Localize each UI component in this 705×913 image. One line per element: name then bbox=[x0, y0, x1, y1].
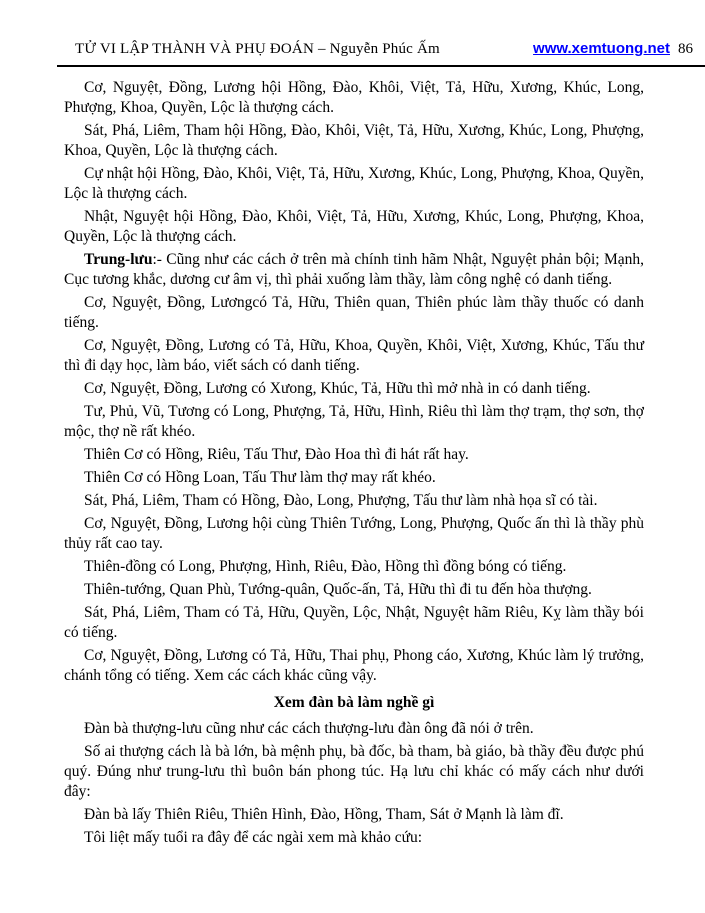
paragraph: Trung-lưu:- Cũng như các cách ở trên mà chính tinh hãm Nhật, Nguyệt phản bội; Mạnh, Cục tương khắc, dương cư âm vị, thì phải xuống làm thầy, làm công nghệ có danh tiếng. bbox=[64, 251, 644, 288]
paragraph: Cơ, Nguyệt, Đồng, Lương hội cùng Thiên Tướng, Long, Phượng, Quốc ấn thì là thầy phù thủy rất cao tay. bbox=[64, 515, 644, 552]
paragraph: Sát, Phá, Liêm, Tham có Hồng, Đào, Long, Phượng, Tấu thư làm nhà họa sĩ có tài. bbox=[84, 492, 598, 509]
paragraph: Cơ, Nguyệt, Đồng, Lương hội Hồng, Đào, Khôi, Việt, Tả, Hữu, Xương, Khúc, Long, Phượng, Khoa, Quyền, Lộc là thượng cách. bbox=[64, 79, 644, 116]
paragraph: Đàn bà thượng-lưu cũng như các cách thượng-lưu đàn ông đã nói ở trên. bbox=[84, 720, 534, 737]
paragraph: Thiên-tướng, Quan Phù, Tướng-quân, Quốc-ấn, Tả, Hữu thì đi tu đến hòa thượng. bbox=[84, 581, 592, 598]
page-content bbox=[0, 67, 705, 848]
paragraph: Cơ, Nguyệt, Đồng, Lươngcó Tả, Hữu, Thiên quan, Thiên phúc làm thầy thuốc có danh tiếng. bbox=[64, 294, 644, 331]
paragraph: Sát, Phá, Liêm, Tham hội Hồng, Đào, Khôi, Việt, Tả, Hữu, Xương, Khúc, Long, Phượng, Khoa, Quyền, Lộc là thượng cách. bbox=[64, 122, 644, 159]
page-header bbox=[0, 0, 705, 67]
paragraph: Cơ, Nguyệt, Đồng, Lương có Tả, Hữu, Khoa, Quyền, Khôi, Việt, Xương, Khúc, Tấu thư thì đi dạy học, làm báo, viết sách có danh tiếng. bbox=[64, 337, 644, 374]
paragraph-bold-lead: Trung-lưu bbox=[84, 251, 153, 268]
paragraph: Đàn bà lấy Thiên Riêu, Thiên Hình, Đào, Hồng, Tham, Sát ở Mạnh là làm đĩ. bbox=[84, 806, 564, 823]
paragraph: Thiên-đồng có Long, Phượng, Hình, Riêu, Đào, Hồng thì đồng bóng có tiếng. bbox=[84, 558, 567, 575]
paragraph: Cự nhật hội Hồng, Đào, Khôi, Việt, Tả, Hữu, Xương, Khúc, Long, Phượng, Khoa, Quyền, Lộc là thượng cách. bbox=[64, 165, 644, 202]
page-number: 86 bbox=[678, 41, 693, 57]
paragraph: Cơ, Nguyệt, Đồng, Lương có Xưong, Khúc, Tả, Hữu thì mở nhà in có danh tiếng. bbox=[84, 380, 591, 397]
header-row bbox=[0, 0, 705, 58]
paragraph: Tư, Phủ, Vũ, Tương có Long, Phượng, Tả, Hữu, Hình, Riêu thì làm thợ trạm, thợ sơn, thợ mộc, thợ nề rất khéo. bbox=[64, 403, 644, 440]
paragraph: Tôi liệt mấy tuổi ra đây để các ngài xem mà khảo cứu: bbox=[84, 829, 423, 846]
paragraph: Thiên Cơ có Hồng, Riêu, Tấu Thư, Đào Hoa thì đi hát rất hay. bbox=[84, 446, 469, 463]
header-right-group bbox=[533, 40, 693, 58]
paragraph: Số ai thượng cách là bà lớn, bà mệnh phụ, bà đốc, bà tham, bà giáo, bà thầy đều được phú quý. Đúng như trung-lưu thì buôn bán phong túc. Hạ lưu chỉ khác có mấy cách như dưới đây: bbox=[64, 743, 644, 800]
book-title: TỬ VI LẬP THÀNH VÀ PHỤ ĐOÁN – Nguyễn Phúc Ấm bbox=[75, 41, 440, 57]
paragraph: Sát, Phá, Liêm, Tham có Tả, Hữu, Quyền, Lộc, Nhật, Nguyệt hãm Riêu, Kỵ làm thầy bói có tiếng. bbox=[64, 604, 644, 641]
section-heading: Xem đàn bà làm nghề gì bbox=[273, 694, 435, 711]
paragraph: Nhật, Nguyệt hội Hồng, Đào, Khôi, Việt, Tả, Hữu, Xương, Khúc, Long, Phượng, Khoa, Quyền, Lộc là thượng cách. bbox=[64, 208, 644, 245]
website-link[interactable]: www.xemtuong.net bbox=[533, 40, 670, 57]
paragraph: Cơ, Nguyệt, Đồng, Lương có Tả, Hữu, Thai phụ, Phong cáo, Xương, Khúc làm lý trưởng, chánh tổng có tiếng. Xem các cách khác cũng vậy. bbox=[64, 647, 644, 684]
paragraph: Thiên Cơ có Hồng Loan, Tấu Thư làm thợ may rất khéo. bbox=[84, 469, 436, 486]
